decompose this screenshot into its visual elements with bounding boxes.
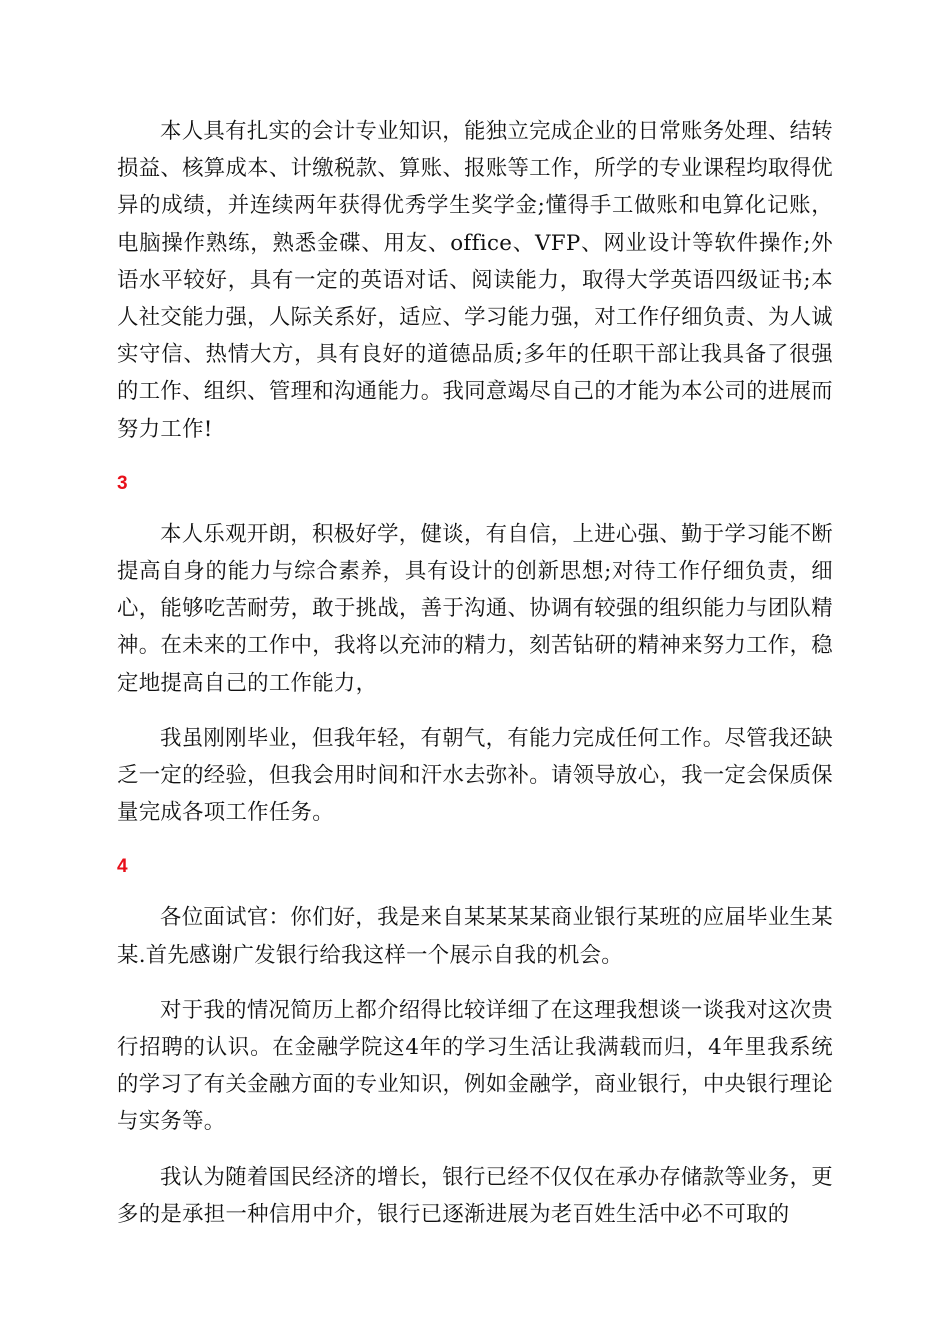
paragraph-recruitment-understanding: 对于我的情况简历上都介绍得比较详细了在这理我想谈一谈我对这次贵行招聘的认识。在金融学院这4年的学习生活让我满载而归，4年里我系统的学习了有关金融方面的专业知识，例如金融学，商业银行，中央银行理论与实务等。	[117, 997, 833, 1135]
paragraph-skills-summary: 本人具有扎实的会计专业知识，能独立完成企业的日常账务处理、结转损益、核算成本、计缴税款、算账、报账等工作，所学的专业课程均取得优异的成绩，并连续两年获得优秀学生奖学金;懂得手工做账和电算化记账，电脑操作熟练，熟悉金碟、用友、office、VFP、网业设计等软件操作;外语水平较好，具有一定的英语对话、阅读能力，取得大学英语四级证书;本人社交能力强，人际关系好，适应、学习能力强，对工作仔细负责、为人诚实守信、热情大方，具有良好的道德品质;多年的任职干部让我具备了很强的工作、组织、管理和沟通能力。我同意竭尽自己的才能为本公司的进展而努力工作!	[117, 119, 833, 442]
section-number-3: 3	[117, 472, 128, 494]
paragraph-bank-role: 我认为随着国民经济的增长，银行已经不仅仅在承办存储款等业务，更多的是承担一种信用中介，银行已逐渐进展为老百姓生活中必不可取的	[117, 1164, 833, 1227]
paragraph-interview-greeting: 各位面试官：你们好，我是来自某某某某商业银行某班的应届毕业生某某.首先感谢广发银行给我这样一个展示自我的机会。	[117, 905, 833, 968]
section-number-4: 4	[117, 856, 128, 878]
document-body	[117, 113, 833, 1233]
paragraph-graduate-commitment: 我虽刚刚毕业，但我年轻，有朝气，有能力完成任何工作。尽管我还缺乏一定的经验，但我会用时间和汗水去弥补。请领导放心，我一定会保质保量完成各项工作任务。	[117, 725, 833, 826]
paragraph-personality: 本人乐观开朗，积极好学，健谈，有自信，上进心强、勤于学习能不断提高自身的能力与综合素养，具有设计的创新思想;对待工作仔细负责，细心，能够吃苦耐劳，敢于挑战，善于沟通、协调有较强的组织能力与团队精神。在未来的工作中，我将以充沛的精力，刻苦钻研的精神来努力工作，稳定地提高自己的工作能力，	[117, 521, 833, 696]
